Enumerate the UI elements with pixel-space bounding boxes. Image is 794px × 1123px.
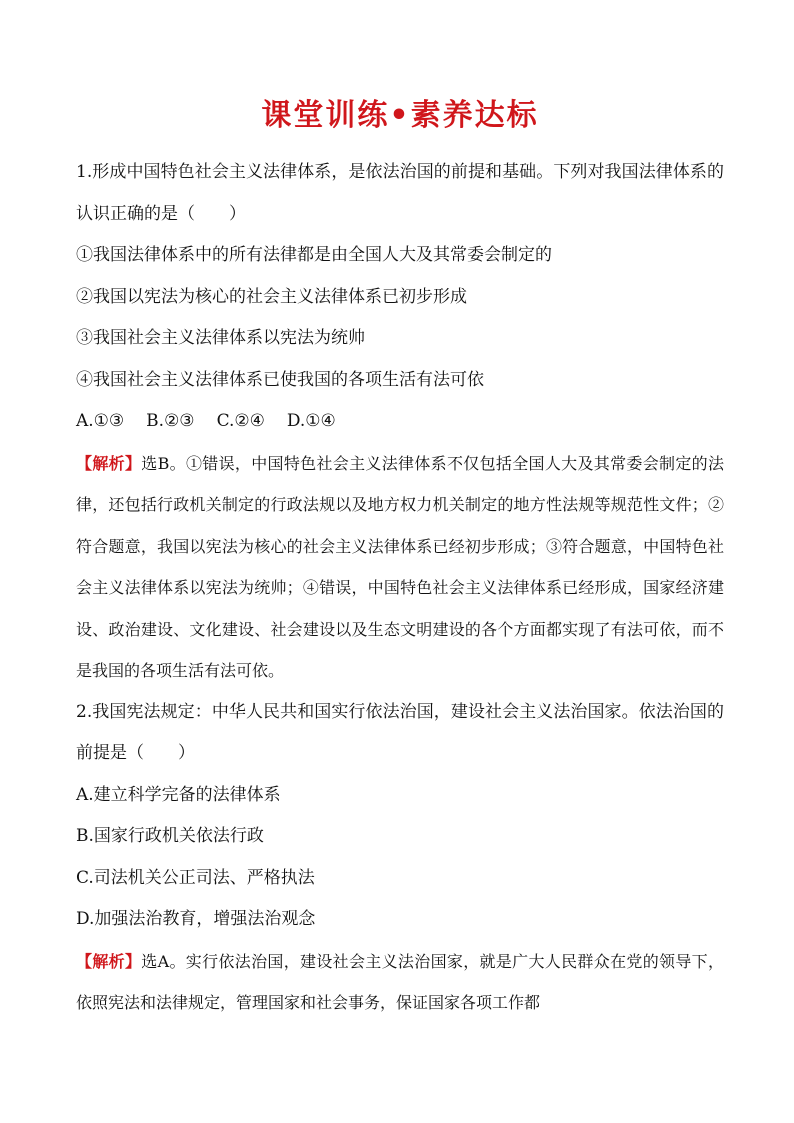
question-1-item-4: ④我国社会主义法律体系已使我国的各项生活有法可依 bbox=[76, 369, 484, 390]
question-1-item-2: ②我国以宪法为核心的社会主义法律体系已初步形成 bbox=[76, 286, 467, 307]
question-1-item-3: ③我国社会主义法律体系以宪法为统帅 bbox=[76, 328, 365, 348]
question-1-options bbox=[76, 401, 724, 443]
question-2-option-c: C.司法机关公正司法、严格执法 bbox=[76, 867, 315, 888]
question-2-option-a: A.建立科学完备的法律体系 bbox=[76, 784, 281, 805]
question-1-option-d: D.①④ bbox=[286, 411, 336, 431]
question-1-option-b: B.②③ bbox=[146, 411, 195, 431]
analysis-tag: 【解析】 bbox=[76, 453, 142, 473]
question-1-item-1: ①我国法律体系中的所有法律都是由全国人大及其常委会制定的 bbox=[76, 245, 552, 265]
question-2-option-d: D.加强法治教育，增强法治观念 bbox=[76, 909, 316, 929]
question-1-option-a: A.①③ bbox=[76, 411, 125, 431]
question-1-analysis bbox=[76, 443, 724, 692]
page-title: 课堂训练•素养达标 bbox=[261, 98, 539, 133]
question-2-option-b: B.国家行政机关依法行政 bbox=[76, 826, 264, 846]
question-1-stem: 1.形成中国特色社会主义法律体系，是依法治国的前提和基础。下列对我国法律体系的认识正确的是（ ） bbox=[76, 162, 724, 224]
analysis-text: 选A。实行依法治国，建设社会主义法治国家，就是广大人民群众在党的领导下，依照宪法和法律规定，管理国家和社会事务，保证国家各项工作都 bbox=[76, 951, 724, 1012]
question-2-stem: 2.我国宪法规定：中华人民共和国实行依法治国，建设社会主义法治国家。依法治国的前提是（ ） bbox=[76, 701, 724, 763]
analysis-text: 选B。①错误，中国特色社会主义法律体系不仅包括全国人大及其常委会制定的法律，还包括行政机关制定的行政法规以及地方权力机关制定的地方性法规等规范性文件；②符合题意，我国以宪法为核心的社会主义法律体系已经初步形成；③符合题意，中国特色社会主义法律体系以宪法为统帅；④错误，中国特色社会主义法律体系已经形成，国家经济建设、政治建设、文化建设、社会建设以及生态文明建设的各个方面都实现了有法可依，而不是我国的各项生活有法可依。 bbox=[76, 453, 724, 680]
analysis-tag: 【解析】 bbox=[76, 951, 142, 971]
question-1-option-c: C.②④ bbox=[216, 411, 265, 431]
question-2-analysis bbox=[76, 941, 724, 1024]
